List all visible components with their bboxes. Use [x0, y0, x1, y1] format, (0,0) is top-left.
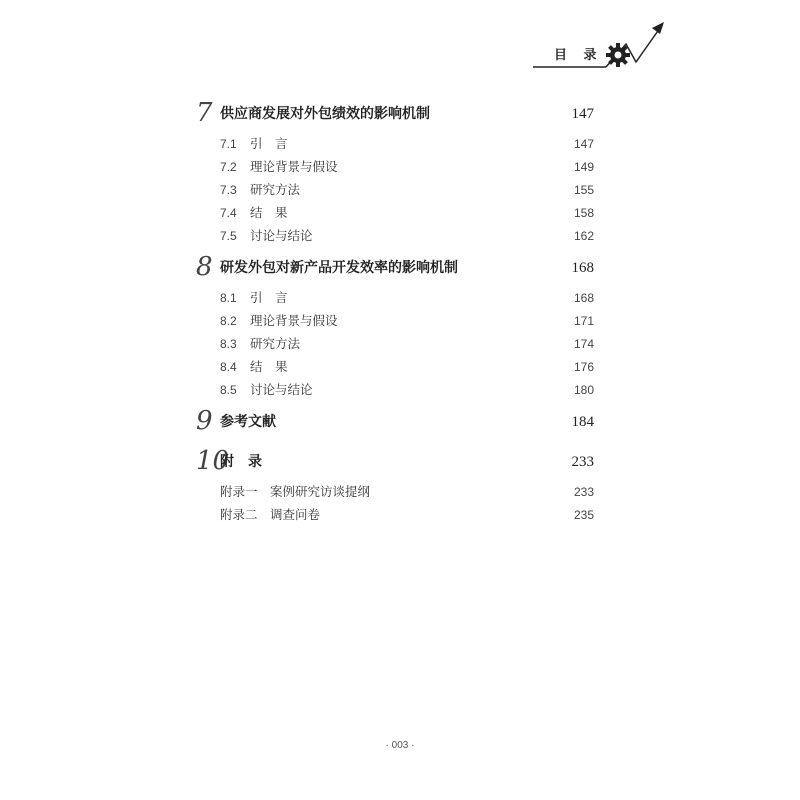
section-page: 147	[573, 137, 594, 151]
section-number: 8.1	[220, 291, 237, 305]
section-number: 7.5	[220, 229, 237, 243]
chapter-number: 7	[196, 98, 213, 128]
chapter-number: 8	[196, 252, 213, 282]
appendix-title: 附录一 案例研究访谈提纲	[220, 484, 371, 499]
chapter-title: 参考文献	[220, 414, 276, 430]
section-title: 结 果	[250, 359, 288, 374]
chapter-page: 147	[571, 106, 594, 122]
chapter-number: 9	[196, 406, 213, 436]
section-title: 研究方法	[250, 336, 301, 351]
section-page: 168	[573, 291, 594, 305]
appendix-page: 233	[573, 485, 594, 499]
section-page: 149	[573, 160, 594, 174]
page-number: · 003 ·	[385, 740, 415, 751]
section-page: 174	[573, 337, 594, 351]
header-title: 目 录	[554, 48, 603, 63]
section-page: 180	[573, 383, 594, 397]
chapter-title: 附 录	[220, 454, 262, 470]
section-number: 7.3	[220, 183, 237, 197]
section-title: 引 言	[250, 290, 288, 305]
appendix-title: 附录二 调查问卷	[220, 507, 321, 522]
section-page: 171	[573, 314, 594, 328]
section-page: 162	[573, 229, 594, 243]
section-number: 7.2	[220, 160, 237, 174]
section-page: 158	[573, 206, 594, 220]
section-number: 8.3	[220, 337, 237, 351]
section-page: 176	[573, 360, 594, 374]
section-title: 理论背景与假设	[250, 159, 338, 174]
section-title: 讨论与结论	[250, 382, 313, 397]
chapter-page: 233	[571, 454, 594, 470]
chapter-page: 168	[571, 260, 594, 276]
chapter-title: 研发外包对新产品开发效率的影响机制	[220, 260, 458, 276]
section-number: 8.5	[220, 383, 237, 397]
section-title: 研究方法	[250, 182, 301, 197]
chapter-title: 供应商发展对外包绩效的影响机制	[220, 106, 430, 122]
section-number: 8.2	[220, 314, 237, 328]
section-page: 155	[573, 183, 594, 197]
section-title: 引 言	[250, 136, 288, 151]
chapter-number: 10	[196, 446, 230, 476]
section-number: 7.1	[220, 137, 237, 151]
section-title: 理论背景与假设	[250, 313, 338, 328]
section-number: 7.4	[220, 206, 237, 220]
section-number: 8.4	[220, 360, 237, 374]
section-title: 讨论与结论	[250, 228, 313, 243]
chapter-page: 184	[571, 414, 594, 430]
appendix-page: 235	[573, 508, 594, 522]
section-title: 结 果	[250, 205, 288, 220]
